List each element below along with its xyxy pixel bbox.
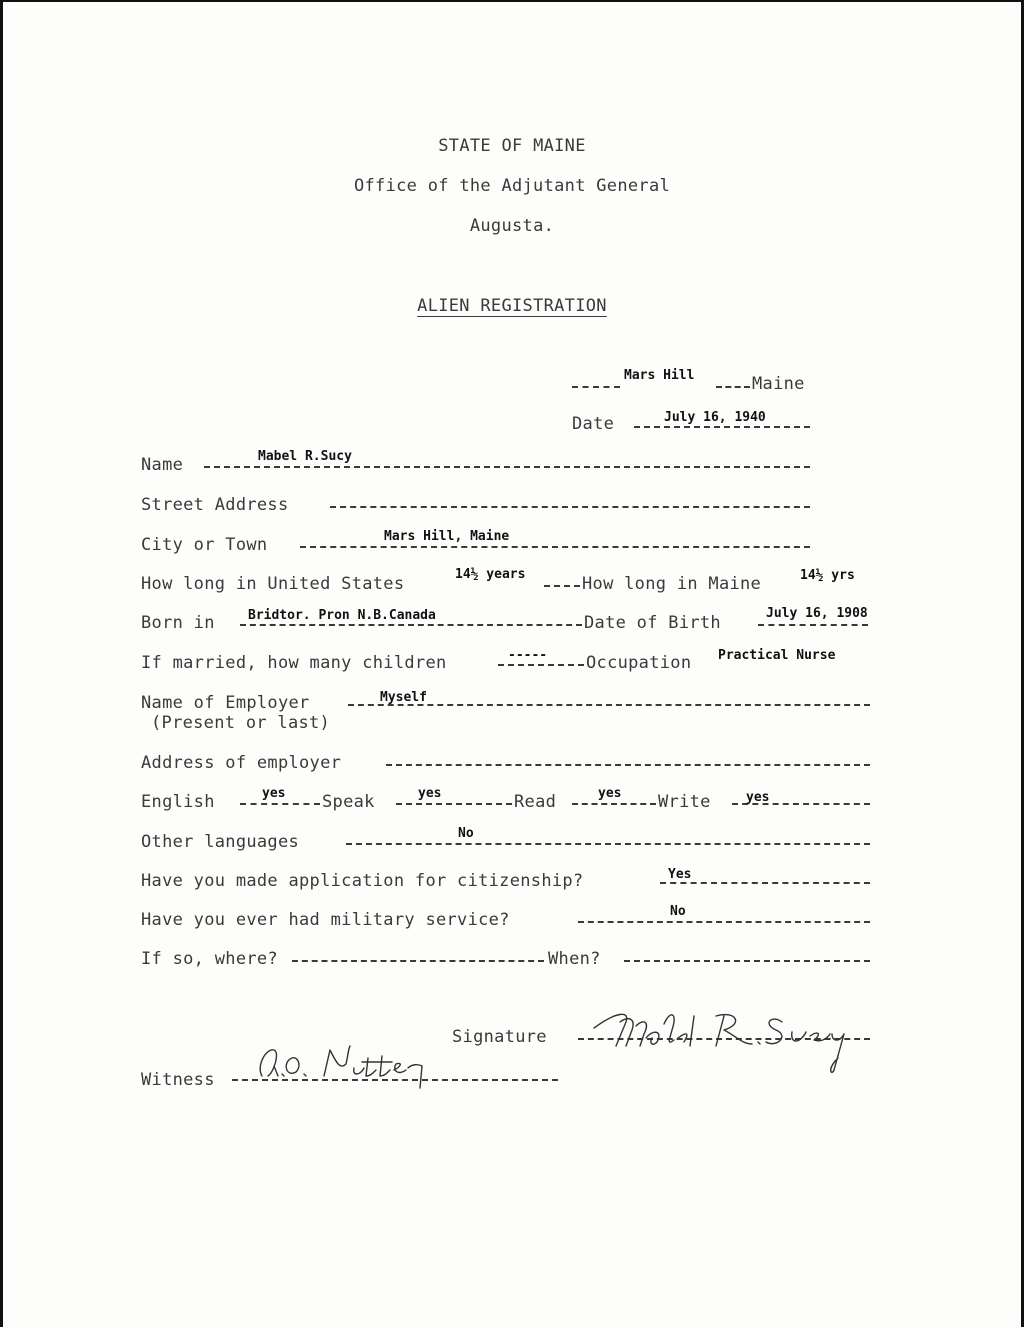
us-duration-line bbox=[544, 585, 580, 587]
citizenship-value: Yes bbox=[668, 867, 692, 882]
english-value: yes bbox=[262, 786, 286, 801]
employer-address-label: Address of employer bbox=[141, 753, 342, 773]
office-heading: Office of the Adjutant General bbox=[353, 176, 671, 196]
form-title: ALIEN REGISTRATION bbox=[417, 296, 607, 316]
read-line bbox=[572, 803, 656, 805]
dob-label: Date of Birth bbox=[584, 613, 721, 633]
employer-sublabel: (Present or last) bbox=[151, 713, 331, 733]
witness-label: Witness bbox=[141, 1070, 215, 1090]
read-label: Read bbox=[514, 792, 557, 812]
name-label: Name bbox=[141, 455, 184, 475]
street-label: Street Address bbox=[141, 495, 289, 515]
dob-value: July 16, 1908 bbox=[766, 606, 868, 621]
citizenship-label: Have you made application for citizenship? bbox=[141, 871, 584, 891]
date-value: July 16, 1940 bbox=[664, 410, 766, 425]
state-heading: STATE OF MAINE bbox=[438, 136, 586, 156]
military-label: Have you ever had military service? bbox=[141, 910, 510, 930]
other-languages-label: Other languages bbox=[141, 832, 300, 852]
write-value: yes bbox=[746, 790, 770, 805]
employer-label: Name of Employer bbox=[141, 693, 310, 713]
other-languages-value: No bbox=[458, 826, 474, 841]
children-value: ----- bbox=[508, 648, 548, 663]
speak-line bbox=[396, 803, 512, 805]
born-line bbox=[240, 624, 582, 626]
city-heading: Augusta. bbox=[469, 216, 555, 236]
signature-handwriting bbox=[586, 1000, 876, 1084]
date-label: Date bbox=[572, 414, 615, 434]
us-duration-value: 14½ years bbox=[455, 567, 526, 582]
us-duration-label: How long in United States bbox=[141, 574, 405, 594]
scan-border-top bbox=[0, 0, 1024, 2]
witness-handwriting bbox=[252, 1036, 482, 1100]
street-line bbox=[330, 506, 810, 508]
place-dashes bbox=[572, 386, 620, 388]
signature-label: Signature bbox=[452, 1027, 547, 1047]
born-value: Bridtor. Pron N.B.Canada bbox=[248, 608, 436, 623]
military-value: No bbox=[670, 904, 686, 919]
date-line bbox=[634, 426, 810, 428]
speak-value: yes bbox=[418, 786, 442, 801]
write-label: Write bbox=[658, 792, 711, 812]
place-town-value: Mars Hill bbox=[624, 368, 695, 383]
city-line bbox=[300, 546, 810, 548]
occupation-label: Occupation bbox=[586, 653, 692, 673]
when-line bbox=[624, 960, 870, 962]
english-label: English bbox=[141, 792, 215, 812]
employer-value: Myself bbox=[380, 690, 427, 705]
born-label: Born in bbox=[141, 613, 215, 633]
maine-duration-label: How long in Maine bbox=[582, 574, 762, 594]
english-line bbox=[240, 803, 320, 805]
children-label: If married, how many children bbox=[141, 653, 447, 673]
read-value: yes bbox=[598, 786, 622, 801]
scan-border-left bbox=[0, 0, 3, 1327]
employer-address-line bbox=[386, 764, 870, 766]
place-state-label: Maine bbox=[752, 374, 805, 394]
name-value: Mabel R.Sucy bbox=[258, 449, 352, 464]
occupation-value: Practical Nurse bbox=[718, 648, 836, 663]
name-line bbox=[204, 466, 810, 468]
city-value: Mars Hill, Maine bbox=[384, 529, 510, 544]
place-dashes-2 bbox=[716, 386, 750, 388]
city-label: City or Town bbox=[141, 535, 268, 555]
where-label: If so, where? bbox=[141, 949, 278, 969]
citizenship-line bbox=[660, 882, 870, 884]
children-line bbox=[498, 664, 584, 666]
maine-duration-value: 14½ yrs bbox=[800, 568, 855, 583]
when-label: When? bbox=[548, 949, 601, 969]
where-line bbox=[292, 960, 544, 962]
military-line bbox=[578, 921, 870, 923]
other-languages-line bbox=[346, 843, 870, 845]
dob-line bbox=[758, 624, 868, 626]
speak-label: Speak bbox=[322, 792, 375, 812]
